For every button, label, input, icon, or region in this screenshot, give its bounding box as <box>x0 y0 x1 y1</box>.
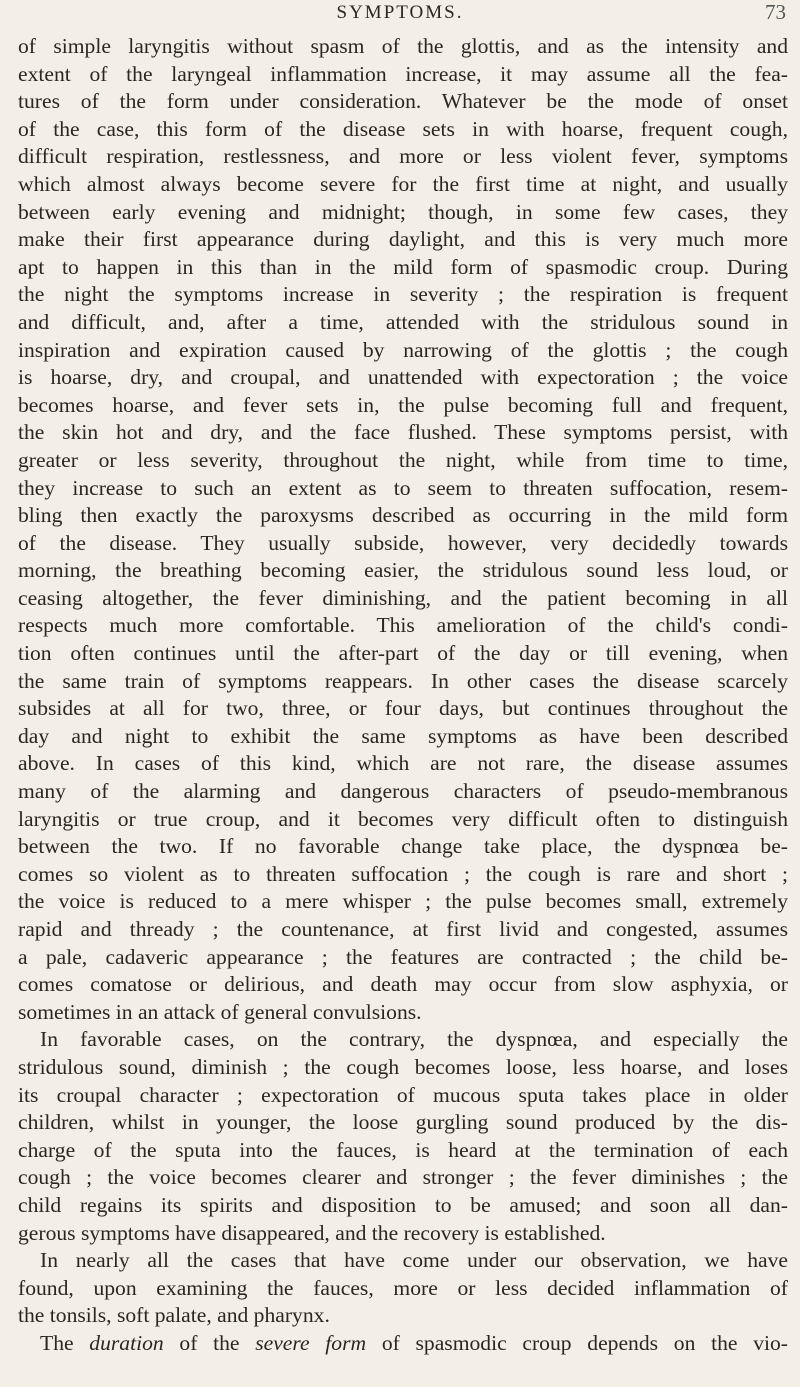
text-line: sometimes in an attack of general convulsions. <box>18 999 422 1024</box>
text-line: is hoarse, dry, and croupal, and unattended with expectoration ; the voice <box>18 365 788 390</box>
text-line: cough ; the voice becomes clearer and stronger ; the fever diminishes ; the <box>18 1165 788 1190</box>
text-line: its croupal character ; expectoration of mucous sputa takes place in older <box>18 1082 788 1107</box>
text-line: comes comatose or delirious, and death may occur from slow asphyxia, or <box>18 972 788 997</box>
text-line: morning, the breathing becoming easier, the stridulous sound less loud, or <box>18 558 788 583</box>
text-line: charge of the sputa into the fauces, is heard at the termination of each <box>18 1137 788 1162</box>
text-line: which almost always become severe for the first time at night, and usually <box>18 171 788 196</box>
text-line: greater or less severity, throughout the night, while from time to time, <box>18 447 788 472</box>
text-line: comes so violent as to threaten suffocation ; the cough is rare and short ; <box>18 861 788 886</box>
text-line: and difficult, and, after a time, attended with the stridulous sound in <box>18 309 788 334</box>
text-line: stridulous sound, diminish ; the cough becomes loose, less hoarse, and loses <box>18 1054 788 1079</box>
text-segment: of the <box>163 1330 256 1355</box>
text-line: tion often continues until the after-part of the day or till evening, when <box>18 641 788 666</box>
italic-phrase: severe form <box>255 1330 367 1355</box>
text-line: many of the alarming and dangerous characters of pseudo-membranous <box>18 779 788 804</box>
page-number: 73 <box>765 0 786 24</box>
text-line: the same train of symptoms reappears. In other cases the disease scarcely <box>18 668 788 693</box>
body-text <box>18 33 788 1358</box>
page-header <box>0 0 800 36</box>
text-line: tures of the form under consideration. Whatever be the mode of onset <box>18 89 788 114</box>
text-line: the night the symptoms increase in severity ; the respiration is frequent <box>18 282 788 307</box>
text-line: ceasing altogether, the fever diminishing, and the patient becoming in all <box>18 585 788 610</box>
text-line: between the two. If no favorable change take place, the dyspnœa be- <box>18 834 788 859</box>
text-segment: of spasmodic croup depends on the vio- <box>366 1330 788 1355</box>
text-line: inspiration and expiration caused by narrowing of the glottis ; the cough <box>18 337 788 362</box>
text-line <box>18 1330 788 1358</box>
text-line: of simple laryngitis without spasm of the glottis, and as the intensity and <box>18 34 788 58</box>
text-line: In nearly all the cases that have come under our observation, we have <box>40 1248 788 1273</box>
text-line: apt to happen in this than in the mild form of spasmodic croup. During <box>18 254 788 279</box>
text-segment: The <box>40 1330 90 1355</box>
text-line: a pale, cadaveric appearance ; the features are contracted ; the child be- <box>18 944 788 969</box>
text-line: child regains its spirits and disposition to be amused; and soon all dan- <box>18 1192 788 1217</box>
text-line: laryngitis or true croup, and it becomes very difficult often to distinguish <box>18 806 788 831</box>
text-line: found, upon examining the fauces, more or less decided inflammation of <box>18 1275 788 1300</box>
text-line: of the disease. They usually subside, however, very decidedly towards <box>18 530 788 555</box>
text-line: becomes hoarse, and fever sets in, the pulse becoming full and frequent, <box>18 392 788 417</box>
italic-phrase: duration <box>89 1330 164 1355</box>
text-line: the voice is reduced to a mere whisper ; the pulse becomes small, extremely <box>18 889 788 914</box>
text-line: subsides at all for two, three, or four days, but continues throughout the <box>18 696 788 721</box>
text-line: of the case, this form of the disease sets in with hoarse, frequent cough, <box>18 116 788 141</box>
text-line: gerous symptoms have disappeared, and the recovery is established. <box>18 1220 606 1245</box>
running-title: SYMPTOMS. <box>336 2 464 23</box>
text-line: make their first appearance during daylight, and this is very much more <box>18 227 788 252</box>
text-line: rapid and thready ; the countenance, at first livid and congested, assumes <box>18 917 788 941</box>
text-line: respects much more comfortable. This amelioration of the child's condi- <box>18 613 788 638</box>
text-line: they increase to such an extent as to seem to threaten suffocation, resem- <box>18 475 788 500</box>
text-line: between early evening and midnight; though, in some few cases, they <box>18 199 788 224</box>
text-line: bling then exactly the paroxysms described as occurring in the mild form <box>18 503 788 528</box>
text-line: above. In cases of this kind, which are not rare, the disease assumes <box>18 751 788 776</box>
text-line: children, whilst in younger, the loose gurgling sound produced by the dis- <box>18 1110 788 1135</box>
text-line: the tonsils, soft palate, and pharynx. <box>18 1303 330 1328</box>
text-line: the skin hot and dry, and the face flushed. These symptoms persist, with <box>18 420 788 445</box>
text-line: extent of the laryngeal inflammation increase, it may assume all the fea- <box>18 61 788 86</box>
text-line: In favorable cases, on the contrary, the dyspnœa, and especially the <box>40 1027 788 1052</box>
text-line: day and night to exhibit the same symptoms as have been described <box>18 723 788 748</box>
text-line: difficult respiration, restlessness, and more or less violent fever, symptoms <box>18 144 788 169</box>
